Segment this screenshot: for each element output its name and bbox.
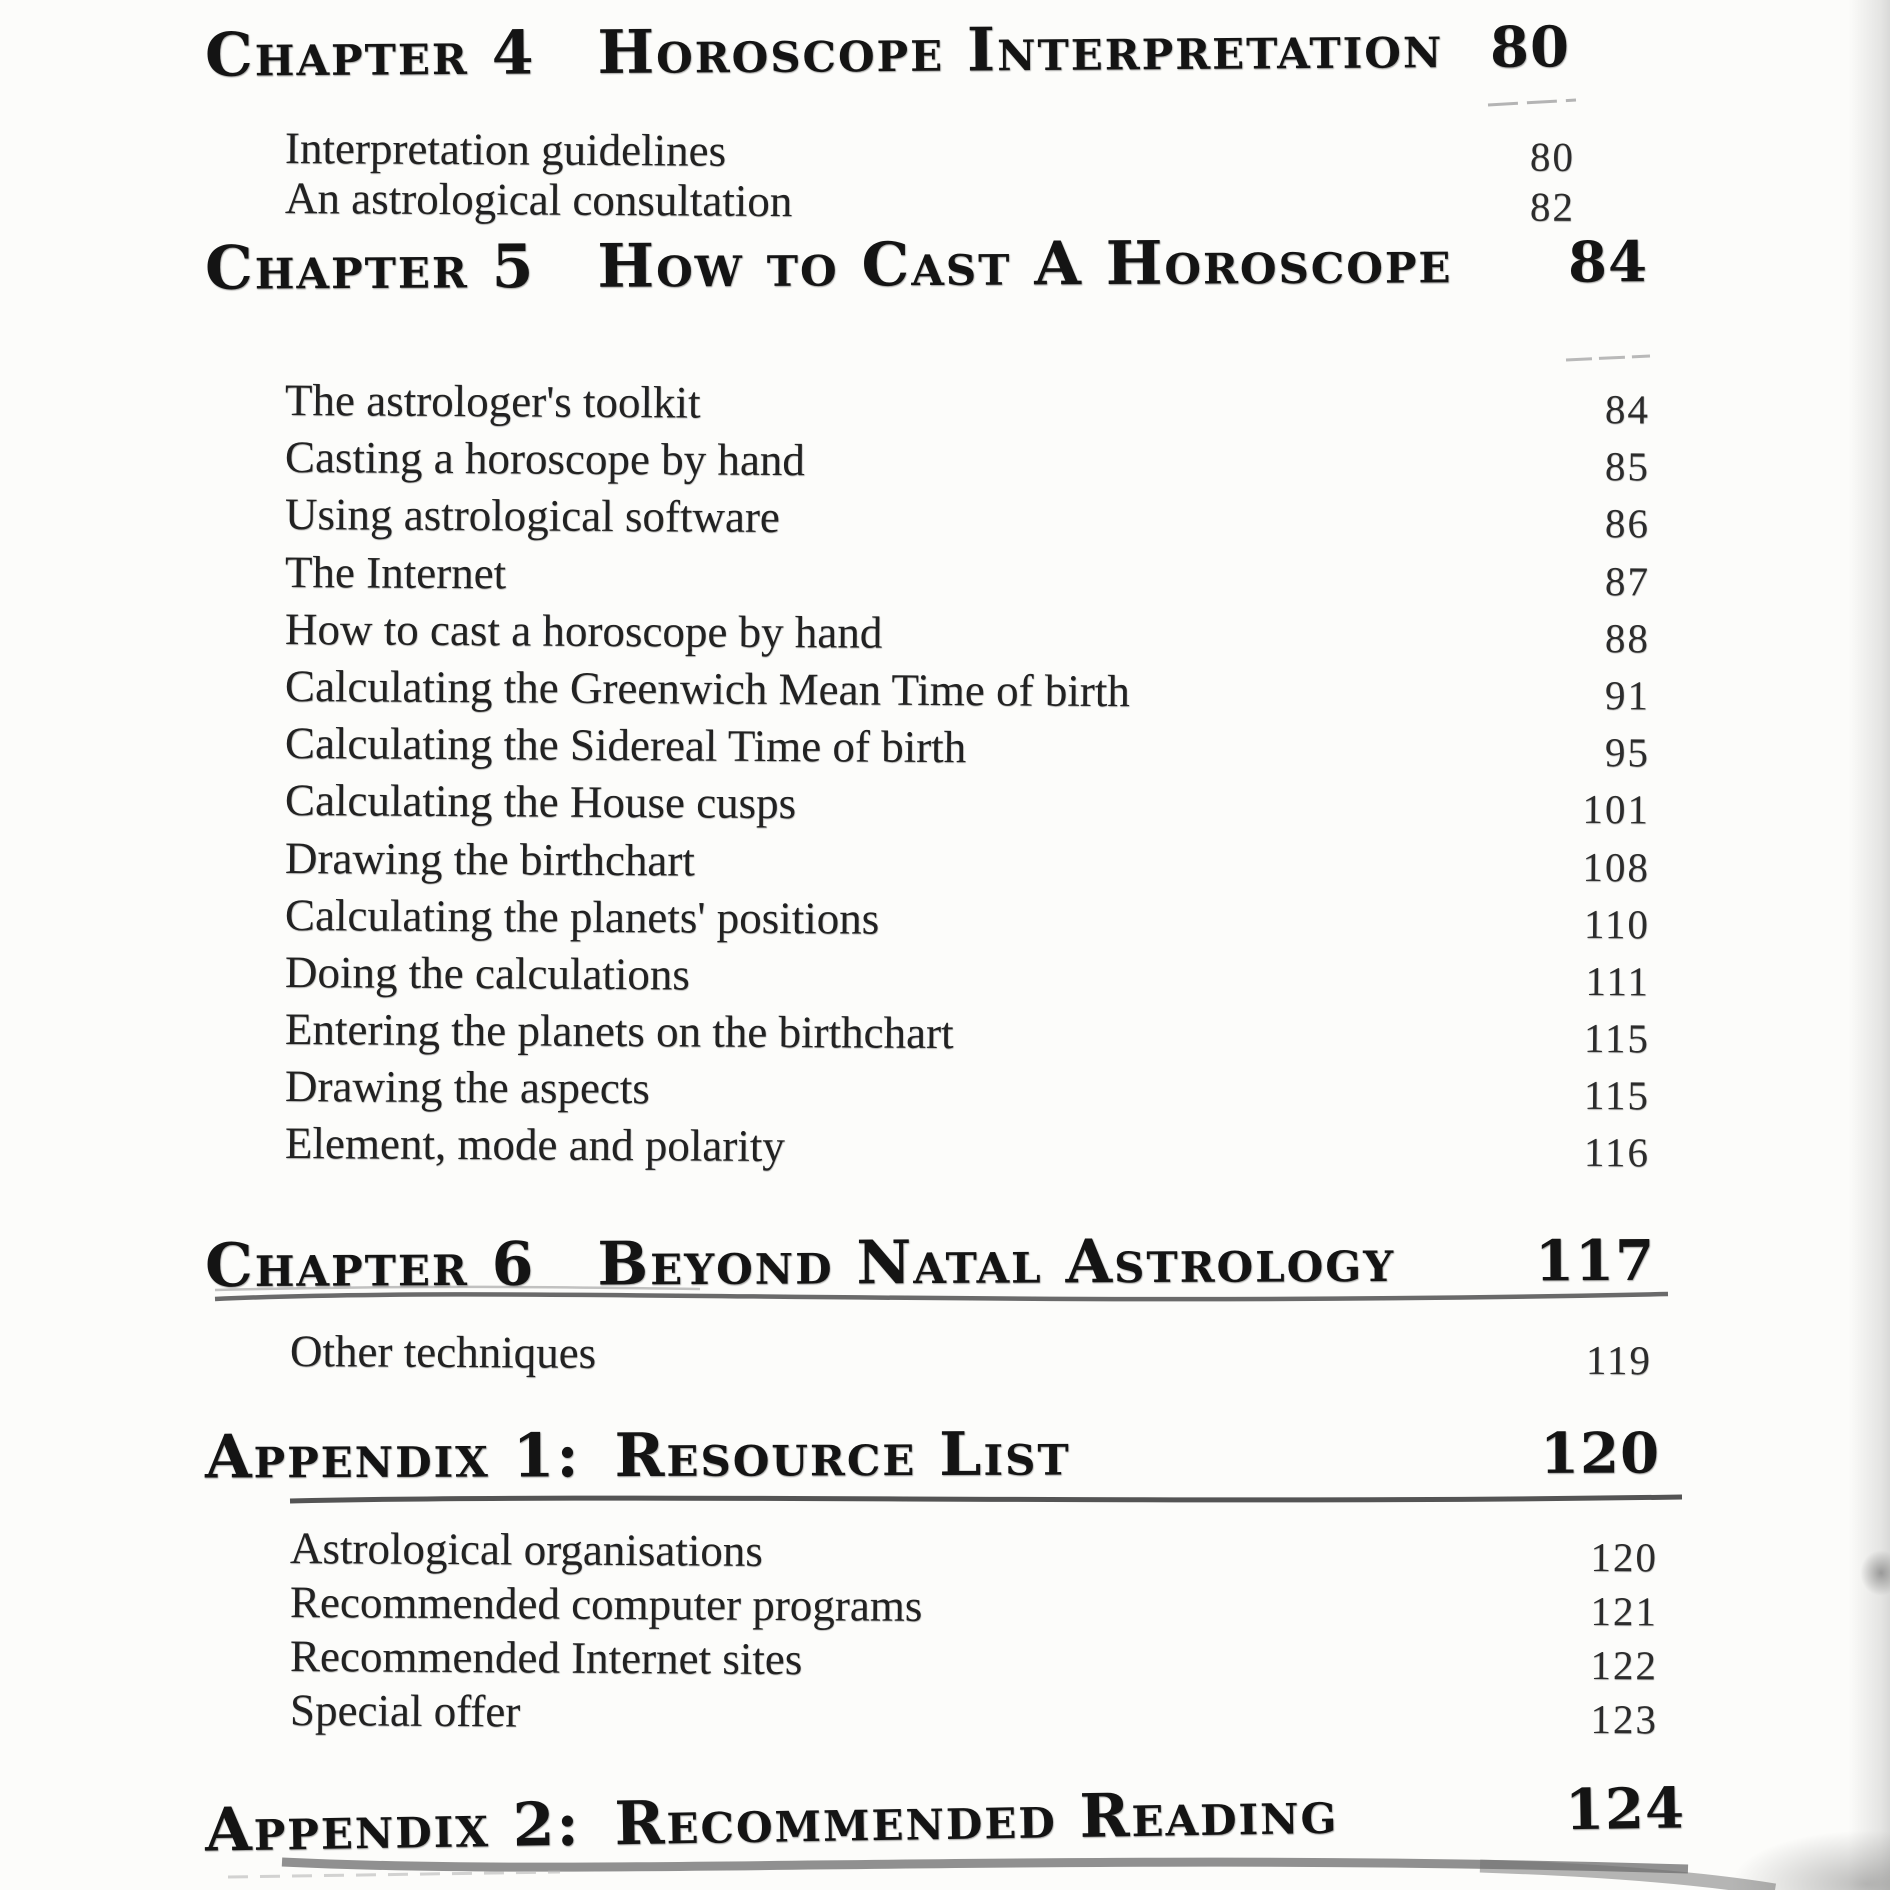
toc-item bbox=[285, 603, 1650, 669]
toc-item-page: 123 bbox=[1590, 1695, 1659, 1743]
toc-item-page: 115 bbox=[1583, 1014, 1651, 1062]
toc-item-page: 82 bbox=[1529, 183, 1576, 230]
toc-item-label: How to cast a horoscope by hand bbox=[284, 603, 883, 658]
appendix2-heading bbox=[205, 1772, 1686, 1865]
toc-item-label: Element, mode and polarity bbox=[284, 1118, 786, 1172]
toc-item bbox=[285, 122, 1575, 180]
appendix1-item-list bbox=[289, 1522, 1659, 1743]
chapter5-title: How to Cast A Horoscope bbox=[597, 227, 1453, 302]
toc-item bbox=[290, 1522, 1658, 1584]
toc-item-label: Other techniques bbox=[289, 1326, 597, 1378]
toc-item bbox=[285, 774, 1650, 840]
toc-item bbox=[285, 1003, 1650, 1069]
appendix2-underline-tail bbox=[1480, 1866, 1775, 1890]
toc-item-page: 95 bbox=[1604, 729, 1651, 776]
toc-item-label: An astrological consultation bbox=[284, 173, 793, 227]
toc-item-page: 80 bbox=[1529, 133, 1576, 180]
appendix2-page-number: 124 bbox=[1564, 1775, 1686, 1844]
toc-item-page: 86 bbox=[1604, 500, 1651, 547]
toc-item-page: 101 bbox=[1582, 786, 1651, 833]
toc-item-page: 91 bbox=[1604, 672, 1651, 719]
toc-item-page: 120 bbox=[1590, 1533, 1659, 1581]
toc-item-label: Drawing the birthchart bbox=[284, 832, 696, 886]
chapter4-label: Chapter 4 bbox=[204, 18, 536, 91]
chapter6-item-list bbox=[289, 1325, 1653, 1384]
toc-item bbox=[285, 889, 1650, 955]
chapter6-title: Beyond Natal Astrology bbox=[597, 1225, 1396, 1300]
appendix1-title: Resource List bbox=[614, 1419, 1071, 1492]
chapter6-heading bbox=[205, 1225, 1655, 1301]
chapter4-heading bbox=[205, 11, 1570, 91]
toc-item-label: Recommended Internet sites bbox=[289, 1631, 803, 1685]
toc-item-label: Doing the calculations bbox=[284, 946, 691, 1000]
toc-item-page: 119 bbox=[1585, 1336, 1653, 1384]
toc-item-page: 87 bbox=[1604, 557, 1651, 604]
scan-edge-mark bbox=[1860, 1550, 1890, 1596]
appendix1-heading bbox=[205, 1417, 1660, 1492]
toc-item-page: 88 bbox=[1604, 614, 1651, 662]
appendix2-underline-faint bbox=[228, 1872, 560, 1877]
toc-item-label: The astrologer's toolkit bbox=[284, 375, 701, 428]
toc-item bbox=[290, 1684, 1658, 1746]
toc-item bbox=[285, 488, 1650, 554]
toc-item-page: 110 bbox=[1583, 900, 1651, 948]
toc-item bbox=[285, 546, 1650, 612]
chapter4-page-underline bbox=[1488, 100, 1576, 105]
toc-item-label: Using astrological software bbox=[284, 489, 781, 543]
toc-item bbox=[290, 1576, 1658, 1638]
chapter4-title: Horoscope Interpretation bbox=[597, 12, 1444, 89]
toc-item-label: Drawing the aspects bbox=[284, 1061, 651, 1114]
toc-item-page: 115 bbox=[1583, 1072, 1651, 1119]
toc-item-label: The Internet bbox=[284, 546, 507, 598]
toc-item bbox=[285, 946, 1650, 1012]
toc-item bbox=[285, 172, 1575, 230]
chapter6-page-number: 117 bbox=[1534, 1227, 1656, 1295]
chapter4-item-list bbox=[284, 122, 1576, 230]
toc-item bbox=[285, 374, 1650, 440]
chapter5-heading bbox=[205, 226, 1648, 304]
toc-item-label: Calculating the Sidereal Time of birth bbox=[284, 718, 967, 773]
toc-item bbox=[285, 1117, 1650, 1183]
chapter5-page-underline bbox=[1566, 356, 1650, 360]
toc-item-label: Special offer bbox=[289, 1685, 521, 1737]
toc-item-label: Casting a horoscope by hand bbox=[284, 432, 806, 486]
toc-item bbox=[285, 431, 1650, 497]
toc-item-label: Entering the planets on the birthchart bbox=[284, 1004, 954, 1059]
chapter5-label: Chapter 5 bbox=[204, 232, 536, 304]
toc-item-label: Calculating the House cusps bbox=[284, 775, 797, 829]
toc-item-page: 116 bbox=[1583, 1129, 1651, 1176]
toc-item-label: Interpretation guidelines bbox=[284, 123, 727, 176]
toc-item-label: Recommended computer programs bbox=[289, 1577, 923, 1631]
chapter5-item-list bbox=[285, 374, 1650, 1175]
scan-edge-shadow bbox=[1848, 0, 1890, 1890]
appendix2-title: Recommended Reading bbox=[614, 1777, 1339, 1860]
toc-item-page: 108 bbox=[1582, 843, 1651, 890]
toc-item-page: 85 bbox=[1604, 443, 1651, 490]
appendix1-label: Appendix 1: bbox=[204, 1421, 581, 1493]
toc-item bbox=[285, 1060, 1650, 1126]
toc-item-page: 122 bbox=[1590, 1641, 1659, 1689]
chapter4-page-number: 80 bbox=[1489, 14, 1571, 81]
toc-item bbox=[285, 832, 1650, 898]
appendix1-heading-underline bbox=[290, 1497, 1682, 1501]
appendix2-label: Appendix 2: bbox=[204, 1789, 582, 1866]
chapter5-page-number: 84 bbox=[1567, 229, 1649, 296]
toc-item-page: 84 bbox=[1604, 386, 1651, 433]
toc-item-label: Calculating the Greenwich Mean Time of birth bbox=[284, 660, 1130, 717]
appendix1-page-number: 120 bbox=[1539, 1420, 1661, 1487]
toc-item-label: Calculating the planets' positions bbox=[284, 889, 880, 944]
toc-item bbox=[290, 1630, 1658, 1692]
toc-item-label: Astrological organisations bbox=[289, 1523, 764, 1576]
toc-item-page: 111 bbox=[1585, 957, 1651, 1005]
appendix2-heading-underline bbox=[282, 1862, 1688, 1869]
chapter6-label: Chapter 6 bbox=[204, 1229, 536, 1302]
toc-item bbox=[290, 1325, 1652, 1389]
toc-item-page: 121 bbox=[1590, 1587, 1659, 1635]
toc-item bbox=[285, 717, 1650, 783]
scan-corner-smudge bbox=[1730, 1830, 1890, 1890]
toc-item bbox=[285, 660, 1650, 726]
